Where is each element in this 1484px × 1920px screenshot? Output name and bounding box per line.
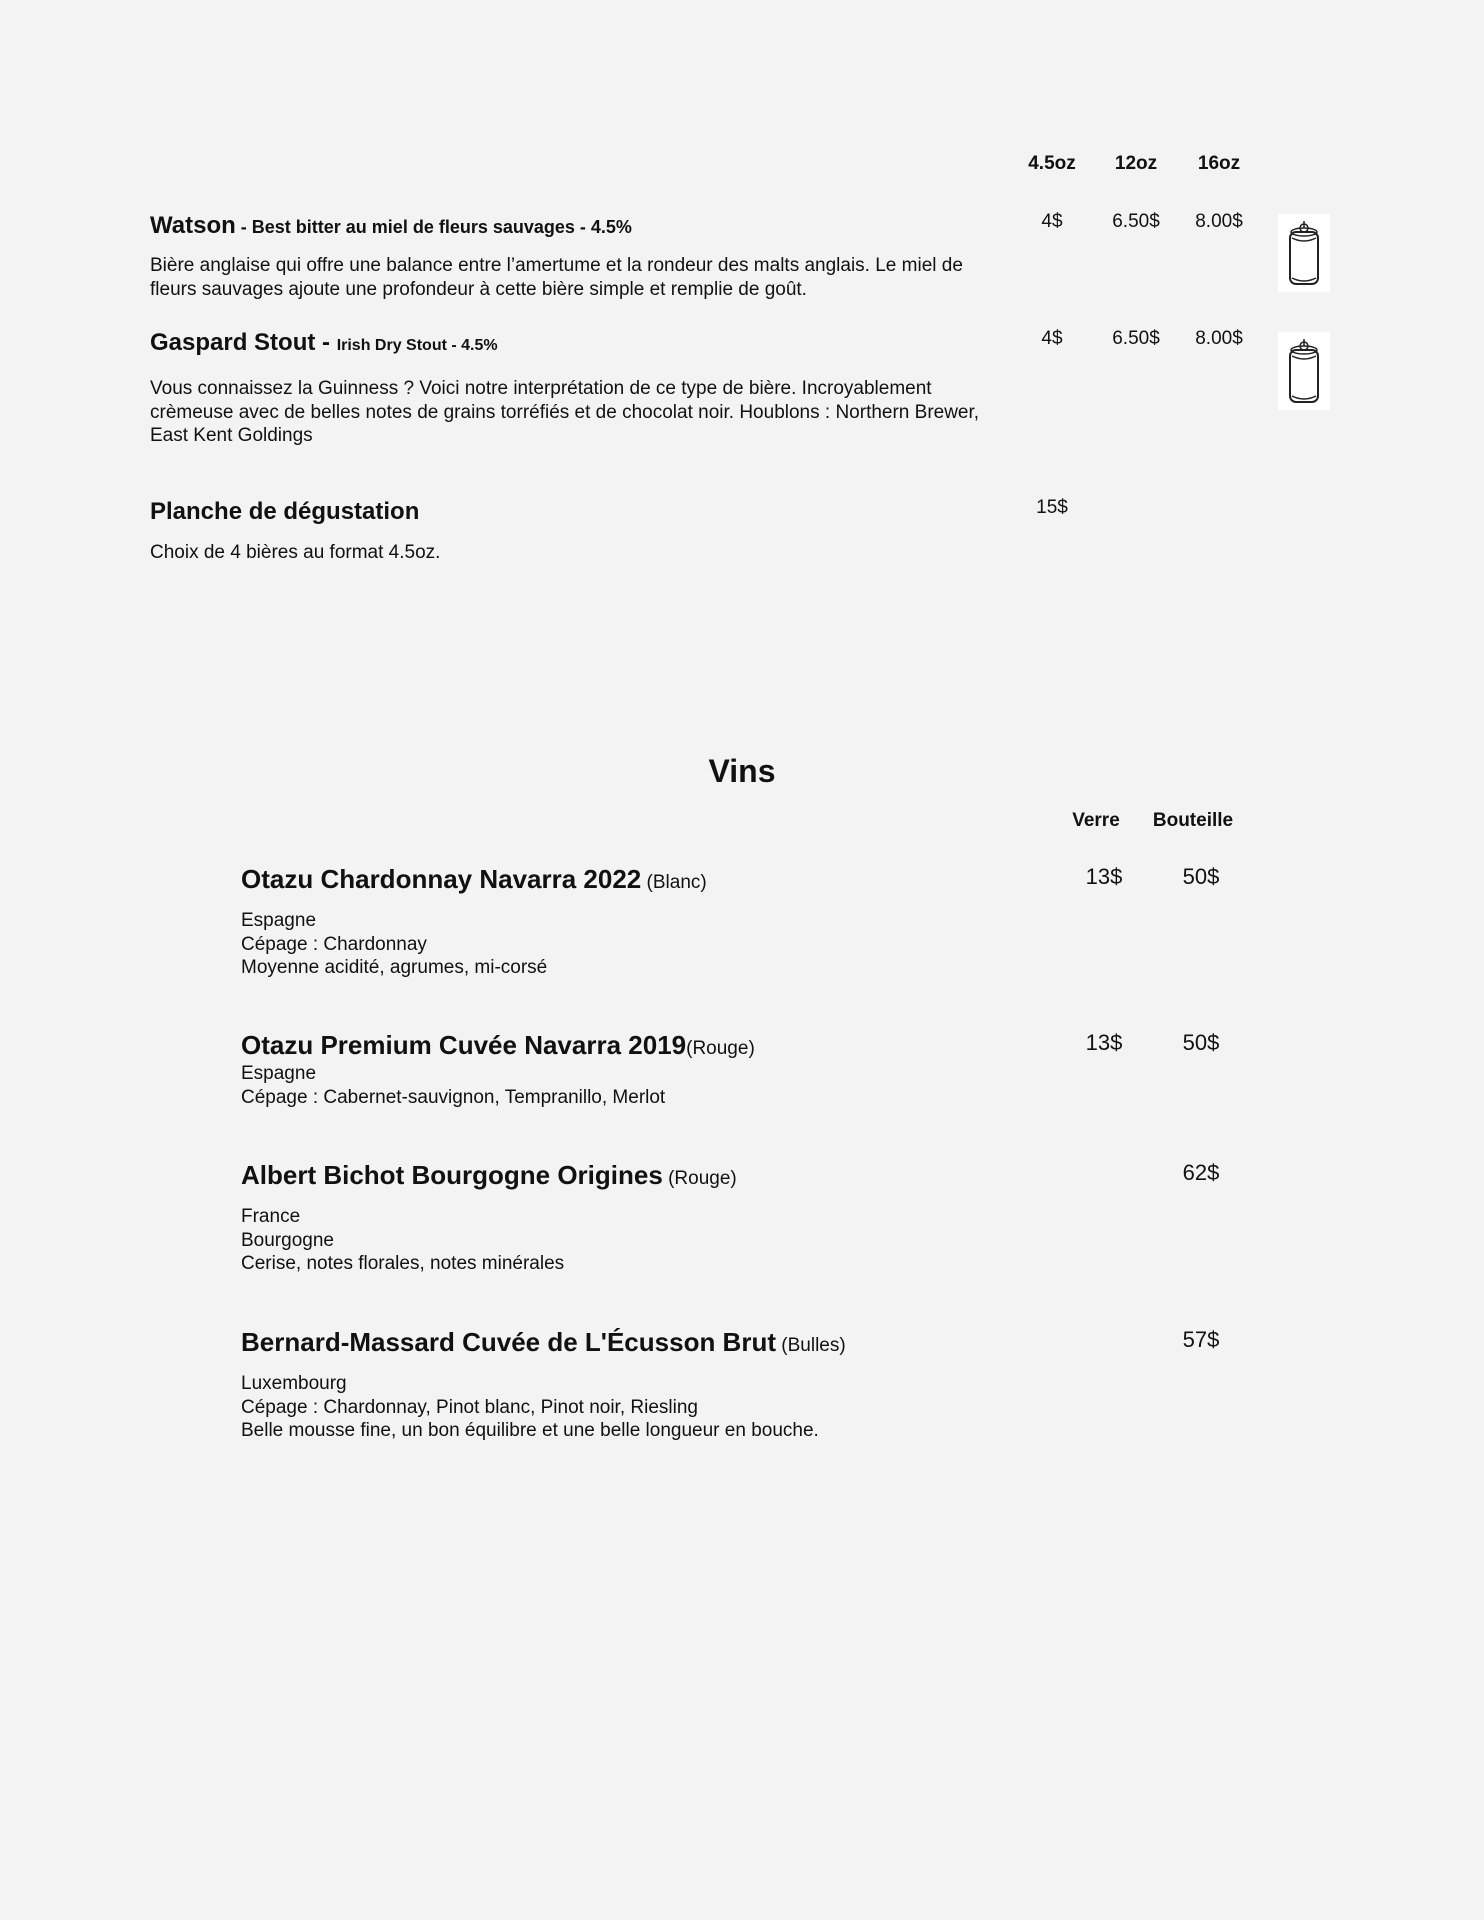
beer-item-title xyxy=(150,329,498,357)
wine-item-title xyxy=(241,1160,737,1191)
col-header-16oz: 16oz xyxy=(1197,153,1241,174)
beer-subtitle: Irish Dry Stout - 4.5% xyxy=(336,337,498,354)
beer-price-16oz: 8.00$ xyxy=(1195,211,1243,232)
wine-type: (Bulles) xyxy=(776,1335,846,1356)
wine-origin: Espagne xyxy=(241,910,317,931)
wine-price-glass: 13$ xyxy=(1085,864,1123,889)
beer-name: Gaspard Stout - xyxy=(150,329,337,356)
wine-price-glass: 13$ xyxy=(1085,1030,1123,1055)
wine-details xyxy=(241,909,1041,980)
wine-type: (Rouge) xyxy=(662,1168,737,1189)
beer-price-4-5oz: 4$ xyxy=(1041,211,1063,232)
wine-name: Bernard-Massard Cuvée de L'Écusson Brut xyxy=(241,1327,776,1357)
wine-item-title xyxy=(241,1327,846,1358)
beer-price-12oz: 6.50$ xyxy=(1112,328,1160,349)
wine-origin: France xyxy=(241,1206,301,1227)
wine-item-title xyxy=(241,864,707,895)
col-header-4-5oz: 4.5oz xyxy=(1028,153,1076,174)
beer-description: Bière anglaise qui offre une balance entre l’amertume et la rondeur des malts anglais. Le miel de fleurs sauvages ajoute une profondeur à cette bière simple et remplie de goût. xyxy=(150,255,963,300)
beer-price-16oz: 8.00$ xyxy=(1195,328,1243,349)
wine-region: Bourgogne xyxy=(241,1229,334,1251)
beer-description: Vous connaissez la Guinness ? Voici notre interprétation de ce type de bière. Incroyablement crèmeuse avec de belles notes de grains torréfiés et de chocolat noir. Houblons : Northern Brewer, East Kent Goldings xyxy=(150,378,980,446)
col-header-12oz: 12oz xyxy=(1114,153,1158,174)
tasting-board-title: Planche de dégustation xyxy=(150,498,420,525)
beer-subtitle: - Best bitter au miel de fleurs sauvages - 4.5% xyxy=(235,217,632,237)
wine-origin: Luxembourg xyxy=(241,1373,347,1394)
beer-price-4-5oz: 4$ xyxy=(1041,328,1063,349)
col-header-bottle: Bouteille xyxy=(1152,810,1234,831)
beer-price-12oz: 6.50$ xyxy=(1112,211,1160,232)
section-title-wines: Vins xyxy=(708,753,776,789)
wine-grape: Cépage : Chardonnay, Pinot blanc, Pinot noir, Riesling xyxy=(241,1396,698,1418)
wine-notes: Belle mousse fine, un bon équilibre et une belle longueur en bouche. xyxy=(241,1420,819,1441)
wine-price-bottle: 62$ xyxy=(1182,1160,1220,1185)
tasting-board-description: Choix de 4 bières au format 4.5oz. xyxy=(150,542,441,563)
tasting-board-price: 15$ xyxy=(1036,497,1068,518)
wine-name: Albert Bichot Bourgogne Origines xyxy=(241,1160,663,1190)
beer-can-icon xyxy=(1278,214,1330,292)
wine-type: (Rouge) xyxy=(686,1038,755,1059)
wine-details xyxy=(241,1205,1041,1276)
beer-can-icon xyxy=(1278,332,1330,410)
wine-price-bottle: 57$ xyxy=(1182,1327,1220,1352)
wine-price-bottle: 50$ xyxy=(1182,1030,1220,1055)
wine-price-bottle: 50$ xyxy=(1182,864,1220,889)
wine-name: Otazu Premium Cuvée Navarra 2019 xyxy=(241,1030,687,1060)
wine-type: (Blanc) xyxy=(641,872,707,893)
wine-grape: Cépage : Cabernet-sauvignon, Tempranillo, Merlot xyxy=(241,1086,666,1108)
wine-details xyxy=(241,1062,1041,1109)
beer-item-title xyxy=(150,212,632,240)
beer-name: Watson xyxy=(150,212,236,239)
col-header-glass: Verre xyxy=(1072,810,1120,831)
wine-name: Otazu Chardonnay Navarra 2022 xyxy=(241,864,642,894)
wine-details xyxy=(241,1372,1041,1443)
wine-notes: Moyenne acidité, agrumes, mi-corsé xyxy=(241,957,548,978)
wine-notes: Cerise, notes florales, notes minérales xyxy=(241,1253,565,1274)
wine-item-title xyxy=(241,1030,755,1061)
wine-grape: Cépage : Chardonnay xyxy=(241,933,427,955)
wine-origin: Espagne xyxy=(241,1063,317,1084)
